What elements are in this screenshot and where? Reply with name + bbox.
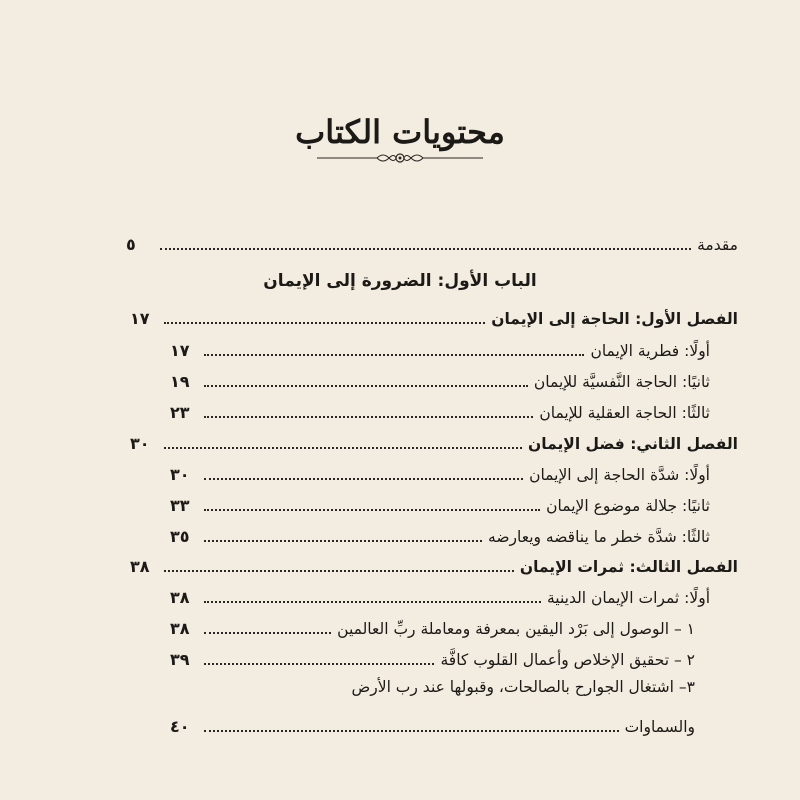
toc-entry-section[interactable]: [170, 458, 710, 486]
part-heading: الباب الأول: الضرورة إلى الإيمان: [263, 271, 537, 291]
leader-dots: [204, 539, 482, 542]
toc-entry-label: ثالثًا: الحاجة العقلية للإيمان: [539, 404, 710, 422]
toc-entry-label: الفصل الثاني: فضل الإيمان: [528, 435, 738, 453]
leader-dots: [204, 415, 533, 418]
toc-entry-intro[interactable]: [126, 228, 738, 256]
toc-page-number: ٢٣: [170, 403, 190, 422]
leader-dots: [204, 662, 434, 665]
toc-page-number: ٣٥: [170, 527, 190, 546]
toc-entry-label: ثانيًا: الحاجة النَّفسيَّة للإيمان: [533, 373, 710, 391]
toc-entry-section[interactable]: [170, 396, 710, 424]
toc-entry-label: الفصل الثالث: ثمرات الإيمان: [519, 558, 738, 576]
toc-page-number: ٣٠: [130, 434, 150, 453]
toc-entry-label: والسماوات: [624, 718, 695, 736]
toc-page-number: ١٧: [170, 341, 190, 360]
toc-page-number: ٣٠: [170, 465, 190, 484]
leader-dots: [204, 600, 541, 603]
toc-page-number: ٥: [126, 235, 136, 254]
toc-entry-label: الفصل الأول: الحاجة إلى الإيمان: [491, 310, 738, 328]
toc-page-number: ٤٠: [170, 717, 190, 736]
toc-entry-section[interactable]: [170, 520, 710, 548]
toc-entry-section[interactable]: [170, 581, 710, 609]
leader-dots: [204, 384, 528, 387]
toc-entry-section[interactable]: [170, 334, 710, 362]
toc-entry-label: مقدمة: [697, 236, 738, 254]
toc-page-number: ٣٩: [170, 650, 190, 669]
leader-dots: [164, 446, 522, 449]
toc-entry-label: ثانيًا: جلالة موضوع الإيمان: [546, 497, 710, 515]
ornament-divider: [315, 150, 485, 166]
toc-entry-subsection[interactable]: [170, 643, 695, 671]
toc-entry-section[interactable]: [170, 365, 710, 393]
leader-dots: [204, 508, 540, 511]
toc-entry-section[interactable]: [170, 489, 710, 517]
toc-entry-label: ثالثًا: شدَّة خطر ما يناقضه ويعارضه: [488, 528, 710, 546]
toc-entry-label: أولًا: فطرية الإيمان: [590, 342, 710, 360]
leader-dots: [160, 247, 691, 250]
toc-entry-label: ١ – الوصول إلى بَرْد اليقين بمعرفة ومعاملة ربِّ العالمين: [337, 620, 695, 638]
toc-page-number: ٣٨: [170, 619, 190, 638]
toc-entry-chapter[interactable]: [130, 427, 738, 455]
leader-dots: [204, 729, 619, 732]
page-title: محتويات الكتاب: [295, 113, 505, 151]
toc-entry-chapter[interactable]: [130, 550, 738, 578]
toc-entry-subsection[interactable]: [170, 710, 695, 738]
toc-entry-subsection[interactable]: [170, 612, 695, 640]
toc-entry-label: أولًا: شدَّة الحاجة إلى الإيمان: [529, 466, 710, 484]
leader-dots: [204, 631, 331, 634]
toc-page-number: ١٧: [130, 309, 150, 328]
leader-dots: [204, 353, 584, 356]
leader-dots: [164, 321, 485, 324]
toc-entry-label: أولًا: ثمرات الإيمان الدينية: [546, 589, 710, 607]
toc-page-number: ٣٨: [130, 557, 150, 576]
toc-entry-chapter[interactable]: [130, 302, 738, 330]
leader-dots: [204, 477, 523, 480]
toc-page-number: ٣٨: [170, 588, 190, 607]
leader-dots: [164, 569, 514, 572]
toc-page-number: ١٩: [170, 372, 190, 391]
toc-entry-subsection-line1[interactable]: ٣– اشتغال الجوارح بالصالحات، وقبولها عند رب الأرض: [351, 678, 695, 696]
toc-entry-label: ٢ – تحقيق الإخلاص وأعمال القلوب كافَّة: [440, 651, 695, 669]
toc-page-number: ٣٣: [170, 496, 190, 515]
